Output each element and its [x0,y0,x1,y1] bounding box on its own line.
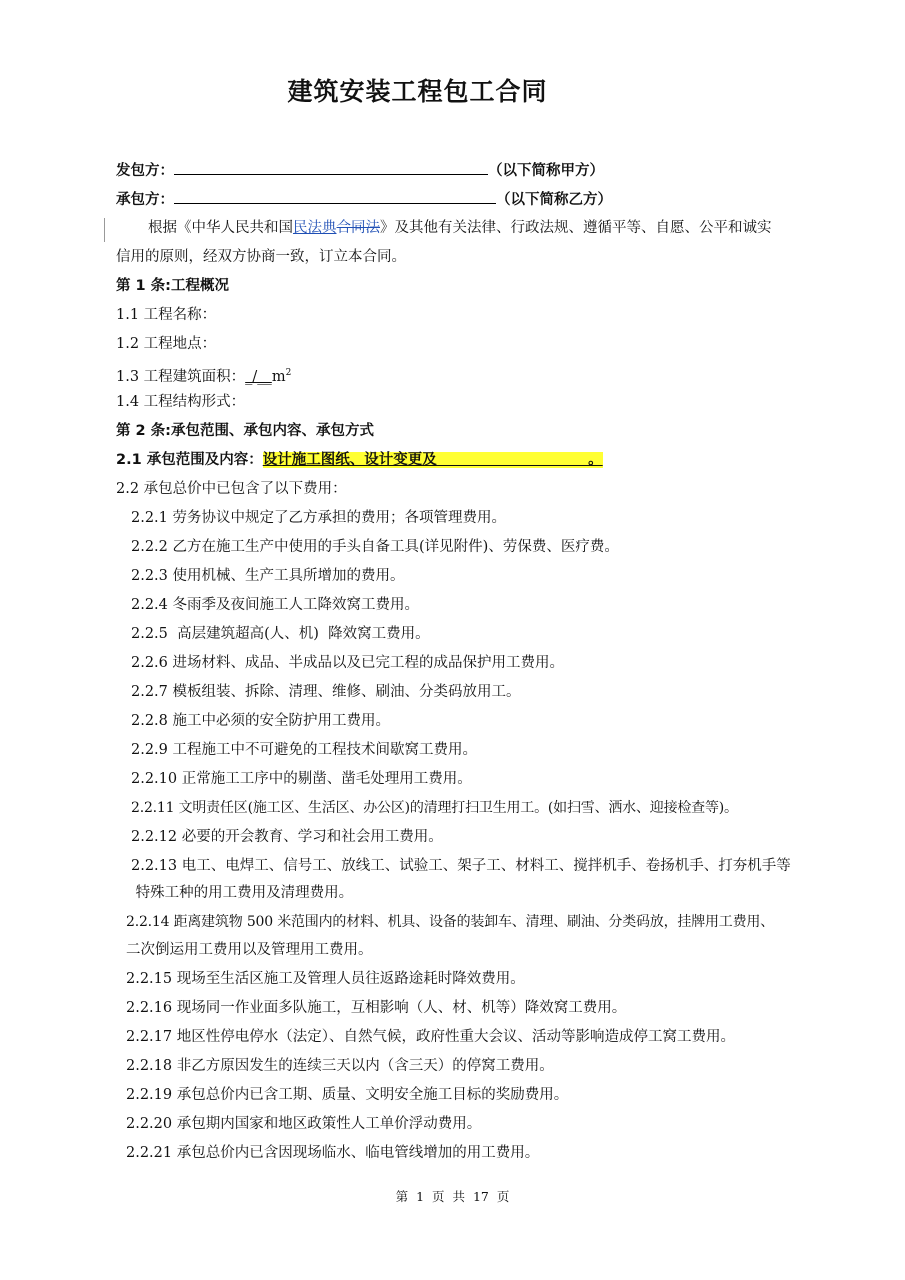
item-1-1: 1.1 工程名称： [116,307,217,323]
sub-item: 2.2.20 承包期内国家和地区政策性人工单价浮动费用。 [126,1116,482,1132]
party-a-blank[interactable] [174,160,488,175]
sub-item: 2.2.3 使用机械、生产工具所增加的费用。 [131,568,405,584]
party-a-line [116,160,604,181]
party-b-blank[interactable] [174,189,496,204]
item-1-3 [116,363,291,387]
sub-item: 2.2.10 正常施工工序中的剔凿、凿毛处理用工费用。 [131,771,472,787]
sub-item: 2.2.4 冬雨季及夜间施工人工降效窝工费用。 [131,597,420,613]
sub-item: 2.2.5 高层建筑超高(人、机) 降效窝工费用。 [131,626,430,642]
article-2-title: 第 2 条:承包范围、承包内容、承包方式 [116,423,374,439]
party-a-label: 发包方： [116,163,174,179]
sub-item: 2.2.6 进场材料、成品、半成品以及已完工程的成品保护用工费用。 [131,655,565,671]
preamble-law-link[interactable]: 民法典 [293,220,337,236]
sub-item: 2.2.16 现场同一作业面多队施工，互相影响（人、材、机等）降效窝工费用。 [126,1000,627,1016]
sub-item: 2.2.11 文明责任区(施工区、生活区、办公区)的清理打扫卫生用工。(如扫雪、洒水、迎接检查等)。 [131,800,738,816]
preamble-text-b: 》及其他有关法律、行政法规、遵循平等、自愿、公平和诚实 [380,220,772,236]
sub-item: 2.2.15 现场至生活区施工及管理人员往返路途耗时降效费用。 [126,971,525,987]
page-footer: 第 1 页 共 17 页 [395,1189,510,1204]
sub-item: 2.2.9 工程施工中不可避免的工程技术间歇窝工费用。 [131,742,478,758]
party-b-label: 承包方： [116,192,174,208]
sub-item: 二次倒运用工费用以及管理用工费用。 [126,942,373,958]
item-2-2: 2.2 承包总价中已包含了以下费用： [116,481,347,497]
item-2-1-label: 2.1 承包范围及内容： [116,452,263,468]
item-1-3-value: _/__ [245,368,272,385]
party-b-line [116,189,612,210]
item-1-2: 1.2 工程地点： [116,336,217,352]
margin-mark [104,218,105,242]
sub-item: 2.2.12 必要的开会教育、学习和社会用工费用。 [131,829,443,845]
article-1-title: 第 1 条:工程概况 [116,278,229,294]
item-1-3-label: 1.3 工程建筑面积： [116,368,246,385]
sub-item: 2.2.13 电工、电焊工、信号工、放线工、试验工、架子工、材料工、搅拌机手、卷扬机手、打夯机手等 [131,858,791,874]
sub-item: 2.2.14 距离建筑物 500 米范围内的材料、机具、设备的装卸车、清理、刷油、分类码放，挂牌用工费用、 [126,914,774,930]
sub-item: 2.2.19 承包总价内已含工期、质量、文明安全施工目标的奖励费用。 [126,1087,569,1103]
sub-item: 2.2.8 施工中必须的安全防护用工费用。 [131,713,391,729]
item-2-1 [116,450,603,470]
party-a-note: （以下简称甲方） [488,163,604,179]
party-b-note: （以下简称乙方） [496,192,612,208]
sub-item: 2.2.17 地区性停电停水（法定）、自然气候，政府性重大会议、活动等影响造成停工窝工费用。 [126,1029,735,1045]
sub-item: 2.2.1 劳务协议中规定了乙方承担的费用；各项管理费用。 [131,510,507,526]
sub-item: 2.2.7 模板组装、拆除、清理、维修、刷油、分类码放用工。 [131,684,521,700]
item-2-1-value: 设计施工图纸、设计变更及 。 [262,452,603,468]
sub-item: 特殊工种的用工费用及清理费用。 [131,885,354,901]
document-title: 建筑安装工程包工合同 [287,77,548,106]
sub-item: 2.2.2 乙方在施工生产中使用的手头自备工具(详见附件)、劳保费、医疗费。 [131,539,619,555]
item-1-3-unit: m [271,368,286,385]
preamble-text-a: 根据《中华人民共和国 [148,220,293,236]
item-1-4: 1.4 工程结构形式： [116,394,246,410]
sub-item: 2.2.21 承包总价内已含因现场临水、临电管线增加的用工费用。 [126,1145,540,1161]
item-1-3-sup: 2 [285,368,292,378]
preamble-line-2: 信用的原则，经双方协商一致，订立本合同。 [116,249,406,265]
preamble-line-1 [148,218,772,238]
sub-item: 2.2.18 非乙方原因发生的连续三天以内（含三天）的停窝工费用。 [126,1058,554,1074]
preamble-law-strike: 合同法 [336,220,380,236]
